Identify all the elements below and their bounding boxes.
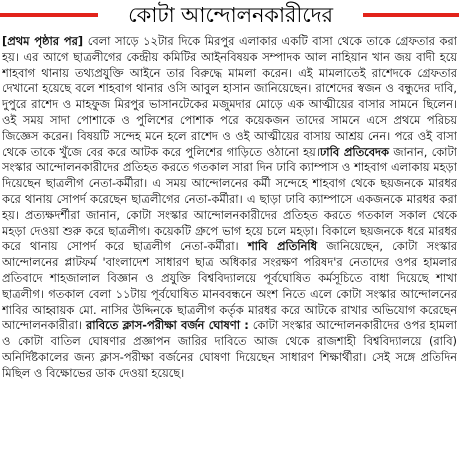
article-paragraph <box>2 34 457 382</box>
paragraph-text: বেলা সাড়ে ১২টার দিকে মিরপুর এলাকার একটি বাসা থেকে তাকে গ্রেফতার করা হয়। এর আগে ছাত্রলীগের কেন্দ্রীয় কমিটির আইনবিষয়ক সম্পাদক আল নাহিয়ান খান জয় বাদী হয়ে শাহবাগ থানায় তথ্যপ্রযুক্তি আইনে তার বিরুদ্ধে মামলা করেন। এই মামলাতেই রাশেদকে গ্রেফতার দেখানো হয়েছে বলে শাহবাগ থানার ওসি আবুল হাসান জানিয়েছেন। রাশেদের স্বজন ও বন্ধুদের দাবি, দুপুরে রাশেদ ও মাহফুজ মিরপুর ভাসানটেকের মজুমদার মোড়ে এক আত্মীয়ের বাসার সামনে ছিলেন। ওই সময় সাদা পোশাকে ও পুলিশের পোশাক পরে কয়েকজন তাদের সামনে এসে প্রথমে পরিচয় জিজ্ঞেস করেন। বিষয়টি সন্দেহ মনে হলে রাশেদ ও ওই আত্মীয়ের বাসায় আশ্রয় নেন। পরে ওই বাসা থেকে তাকে খুঁজে বের করে আটক করে পুলিশের গাড়িতে ওঠানো হয়। <box>2 34 457 159</box>
paragraph-text: জানিয়েছেন, কোটা সংস্কার আন্দোলনের প্লাটফর্ম 'বাংলাদেশ সাধারণ ছাত্র অধিকার সংরক্ষণ পরিষদ'র নেতাদের ওপর হামলার প্রতিবাদে শাহজালাল বিজ্ঞান ও প্রযুক্তি বিশ্ববিদ্যালয়ে পূর্বঘোষিত কর্মসূচিতে বাধা দিয়েছে শাখা ছাত্রলীগ। গতকাল বেলা ১১টায় পূর্বঘোষিত মানববন্ধনে অংশ নিতে এলে কোটা সংস্কার আন্দোলনের শাবির আহ্বায়ক মো. নাসির উদ্দিনকে ছাত্রলীগ কর্তৃক মারধর করে আটকে রাখার অভিযোগ করেছেন আন্দোলনকারীরা। <box>2 239 457 333</box>
byline-dhaka-university: ঢাবি প্রতিবেদক <box>319 144 390 159</box>
continuation-tag: [প্রথম পৃষ্ঠার পর] <box>2 34 84 48</box>
paragraph-text: কোটা সংস্কার আন্দোলনকারীদের ওপর হামলা ও কোটা বাতিল ঘোষণার প্রজ্ঞাপন জারির দাবিতে আজ থেকে রাজশাহী বিশ্ববিদ্যালয়ে (রাবি) অনির্দিষ্টকালের জন্য ক্লাস-পরীক্ষা বর্জনের ঘোষণা দিয়েছেন সাধারণ শিক্ষার্থীরা। সেই সঙ্গে প্রতিদিন মিছিল ও বিক্ষোভের ডাক দেওয়া হয়েছে। <box>2 318 457 380</box>
headline: কোটা আন্দোলনকারীদের <box>128 3 333 27</box>
paragraph-text: জানান, কোটা সংস্কার আন্দোলনকারীদের প্রতিহত করতে গতকাল সারা দিন ঢাবি ক্যাম্পাস ও শাহবাগ এলাকায় মহড়া দিয়েছেন ছাত্রলীগ নেতা-কর্মীরা। এ সময় আন্দোলনের কর্মী সন্দেহে শাহবাগ থেকে ছয়জনকে মারধর করে থানায় সোপর্দ করেছেন ছাত্রলীগের নেতা-কর্মীরা। এ ছাড়া ঢাবি ক্যাম্পাসে একজনকে মারধর করা হয়। প্রত্যক্ষদর্শীরা জানান, কোটা সংস্কার আন্দোলনকারীদের প্রতিহত করতে গতকাল সকাল থেকে মহড়া দেওয়া শুরু করে ছাত্রলীগ। কয়েকটি গ্রুপে ভাগ হয়ে চলে মহড়া। বিকালে ছয়জনকে ধরে মারধর করে থানায় সোপর্দ করে ছাত্রলীগ নেতা-কর্মীরা। <box>2 144 457 254</box>
subheading-rajshahi: রাবিতে ক্লাস-পরীক্ষা বর্জন ঘোষণা : <box>85 318 249 333</box>
byline-sust: শাবি প্রতিনিধি <box>247 239 318 254</box>
right-accent-rule <box>363 13 459 17</box>
article-body <box>2 34 457 466</box>
left-accent-rule <box>0 13 98 17</box>
